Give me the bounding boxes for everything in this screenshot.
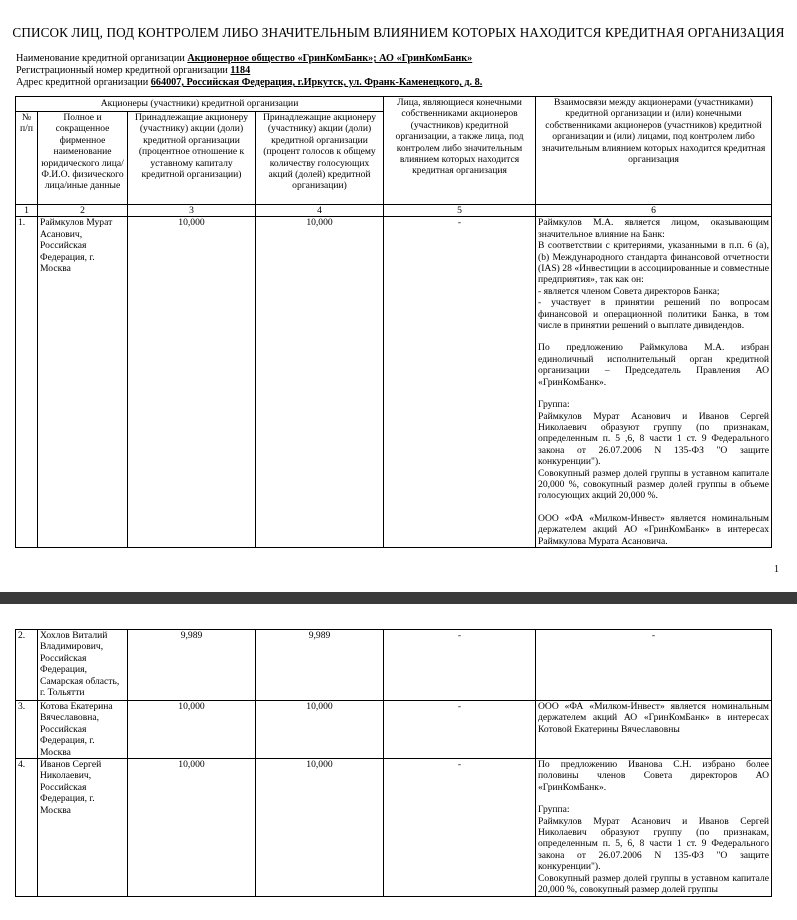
document-title: СПИСОК ЛИЦ, ПОД КОНТРОЛЕМ ЛИБО ЗНАЧИТЕЛЬНЫМ ВЛИЯНИЕМ КОТОРЫХ НАХОДИТСЯ КРЕДИТНАЯ ОРГАНИЗАЦИЯ [12,25,785,40]
col-number: 2 [38,205,128,217]
shareholders-table-continued [15,629,772,897]
relations-text: Раймкулов Мурат Асанович и Иванов Сергей Николаевич образуют группу (по признакам, определенным п. 5, 6, 8 части 1 ст. 9 Федерального закона от 26.07.2006 N 135-ФЗ "О защите конкуренции"). [538,815,769,873]
table-row [16,217,772,548]
row-share: 9,989 [128,630,256,701]
row-name: Котова Екатерина Вячеславовна, Российская Федерация, г. Москва [38,701,128,759]
header-beneficiaries: Лица, являющиеся конечными собственниками акционеров (участников) кредитной организации, а также лица, под контролем либо значительным влиянием которых находится кредитная организация [384,97,536,205]
relations-text: По предложению Раймкулова М.А. избран единоличный исполнительный орган кредитной организации – Председатель Правления АО «ГринКомБанк». [538,342,770,388]
col-number: 4 [256,205,384,217]
col-number: 5 [384,205,536,217]
header-no: № п/п [16,112,38,205]
relations-text: Раймкулов Мурат Асанович и Иванов Сергей Николаевич образуют группу (по признакам, определенным п. 5 ,6, 8 части 1 ст. 9 Федерального закона от 26.07.2006 N 135-ФЗ "О защите конкуренции"). [538,410,770,468]
row-votes: 10,000 [256,217,384,548]
header-relations: Взаимосвязи между акционерами (участниками) кредитной организации и (или) конечными собственниками акционеров (участников) кредитной организации и (или) лицами, под контролем либо значительным влиянием которых находится кредитная организация [536,97,772,205]
row-no: 4. [16,759,38,896]
column-numbers-row [16,205,772,217]
relations-text: ООО «ФА «Милком-Инвест» является номинальным держателем акций АО «ГринКомБанк» в интересах Раймкулова Мурата Асановича. [538,512,770,547]
relations-text: В соответствии с критериями, указанными в п.п. 6 (а), (b) Международного стандарта финансовой отчетности (IAS) 28 «Инвестиции в ассоциированные и совместные предприятия», так как он: [538,240,770,286]
row-no: 3. [16,701,38,759]
header-share: Принадлежащие акционеру (участнику) акции (доли) кредитной организации (процентное отношение к уставному капиталу кредитной организации) [128,112,256,205]
org-address-line [16,77,482,89]
page-separator [0,592,797,604]
page-number: 1 [774,564,779,575]
relations-text: Группа: [538,399,570,411]
relations-text: Совокупный размер долей группы в уставном капитале 20,000 %, совокупный размер долей группы в объеме голосующих акций 20,000 %. [538,467,770,502]
org-reg-label: Регистрационный номер кредитной организации [16,65,228,76]
relations-text: Группа: [538,804,570,816]
relations-text: - участвует в принятии решений по вопросам финансовой и операционной политики Банка, в том числе в принятии решений о выплате дивидендов. [538,297,770,332]
row-votes: 10,000 [256,759,384,896]
col-number: 1 [16,205,38,217]
table-row [16,759,772,896]
org-reg-value: 1184 [230,65,251,76]
row-votes: 10,000 [256,701,384,759]
row-share: 10,000 [128,759,256,896]
row-beneficiaries: - [384,217,536,548]
row-name: Иванов Сергей Николаевич, Российская Федерация, г. Москва [38,759,128,896]
row-relations: ООО «ФА «Милком-Инвест» является номинальным держателем акций АО «ГринКомБанк» в интересах Котовой Екатерины Вячеславовны [536,701,772,759]
row-no: 2. [16,630,38,701]
row-relations [536,217,772,548]
org-name-label: Наименование кредитной организации [16,53,185,64]
org-name-value: Акционерное общество «ГринКомБанк»; АО «ГринКомБанк» [187,53,473,64]
row-beneficiaries: - [384,701,536,759]
relations-text: - является членом Совета директоров Банка; [538,285,720,297]
header-name: Полное и сокращенное фирменное наименование юридического лица/Ф.И.О. физического лица/иные данные [38,112,128,205]
relations-text: Раймкулов М.А. является лицом, оказывающим значительное влияние на Банк: [538,217,770,240]
row-relations: - [536,630,772,701]
row-name: Раймкулов Мурат Асанович, Российская Федерация, г. Москва [38,217,128,548]
row-share: 10,000 [128,701,256,759]
org-reg-line [16,65,250,77]
org-address-label: Адрес кредитной организации [16,77,149,88]
row-beneficiaries: - [384,630,536,701]
header-group-row [16,97,772,112]
shareholders-table [15,96,772,548]
org-name-line [16,53,472,65]
col-number: 6 [536,205,772,217]
table-row [16,630,772,701]
row-name: Хохлов Виталий Владимирович, Российская Федерация, Самарская область, г. Тольятти [38,630,128,701]
relations-text: Совокупный размер долей группы в уставном капитале 20,000 %, совокупный размер долей группы [538,872,769,896]
header-votes: Принадлежащие акционеру (участнику) акции (доли) кредитной организации (процент голосов к общему количеству голосующих акций (долей) кредитной организации) [256,112,384,205]
header-shareholders-group: Акционеры (участники) кредитной организации [16,97,384,112]
row-no: 1. [16,217,38,548]
document-page-2 [0,604,797,920]
row-beneficiaries: - [384,759,536,896]
row-votes: 9,989 [256,630,384,701]
row-relations [536,759,772,896]
org-address-value: 664007, Российская Федерация, г.Иркутск, ул. Франк-Каменецкого, д. 8. [150,77,483,88]
relations-text: По предложению Иванова С.Н. избрано более половины членов Совета директоров АО «ГринКомБанк». [538,759,769,793]
row-share: 10,000 [128,217,256,548]
table-row [16,701,772,759]
col-number: 3 [128,205,256,217]
